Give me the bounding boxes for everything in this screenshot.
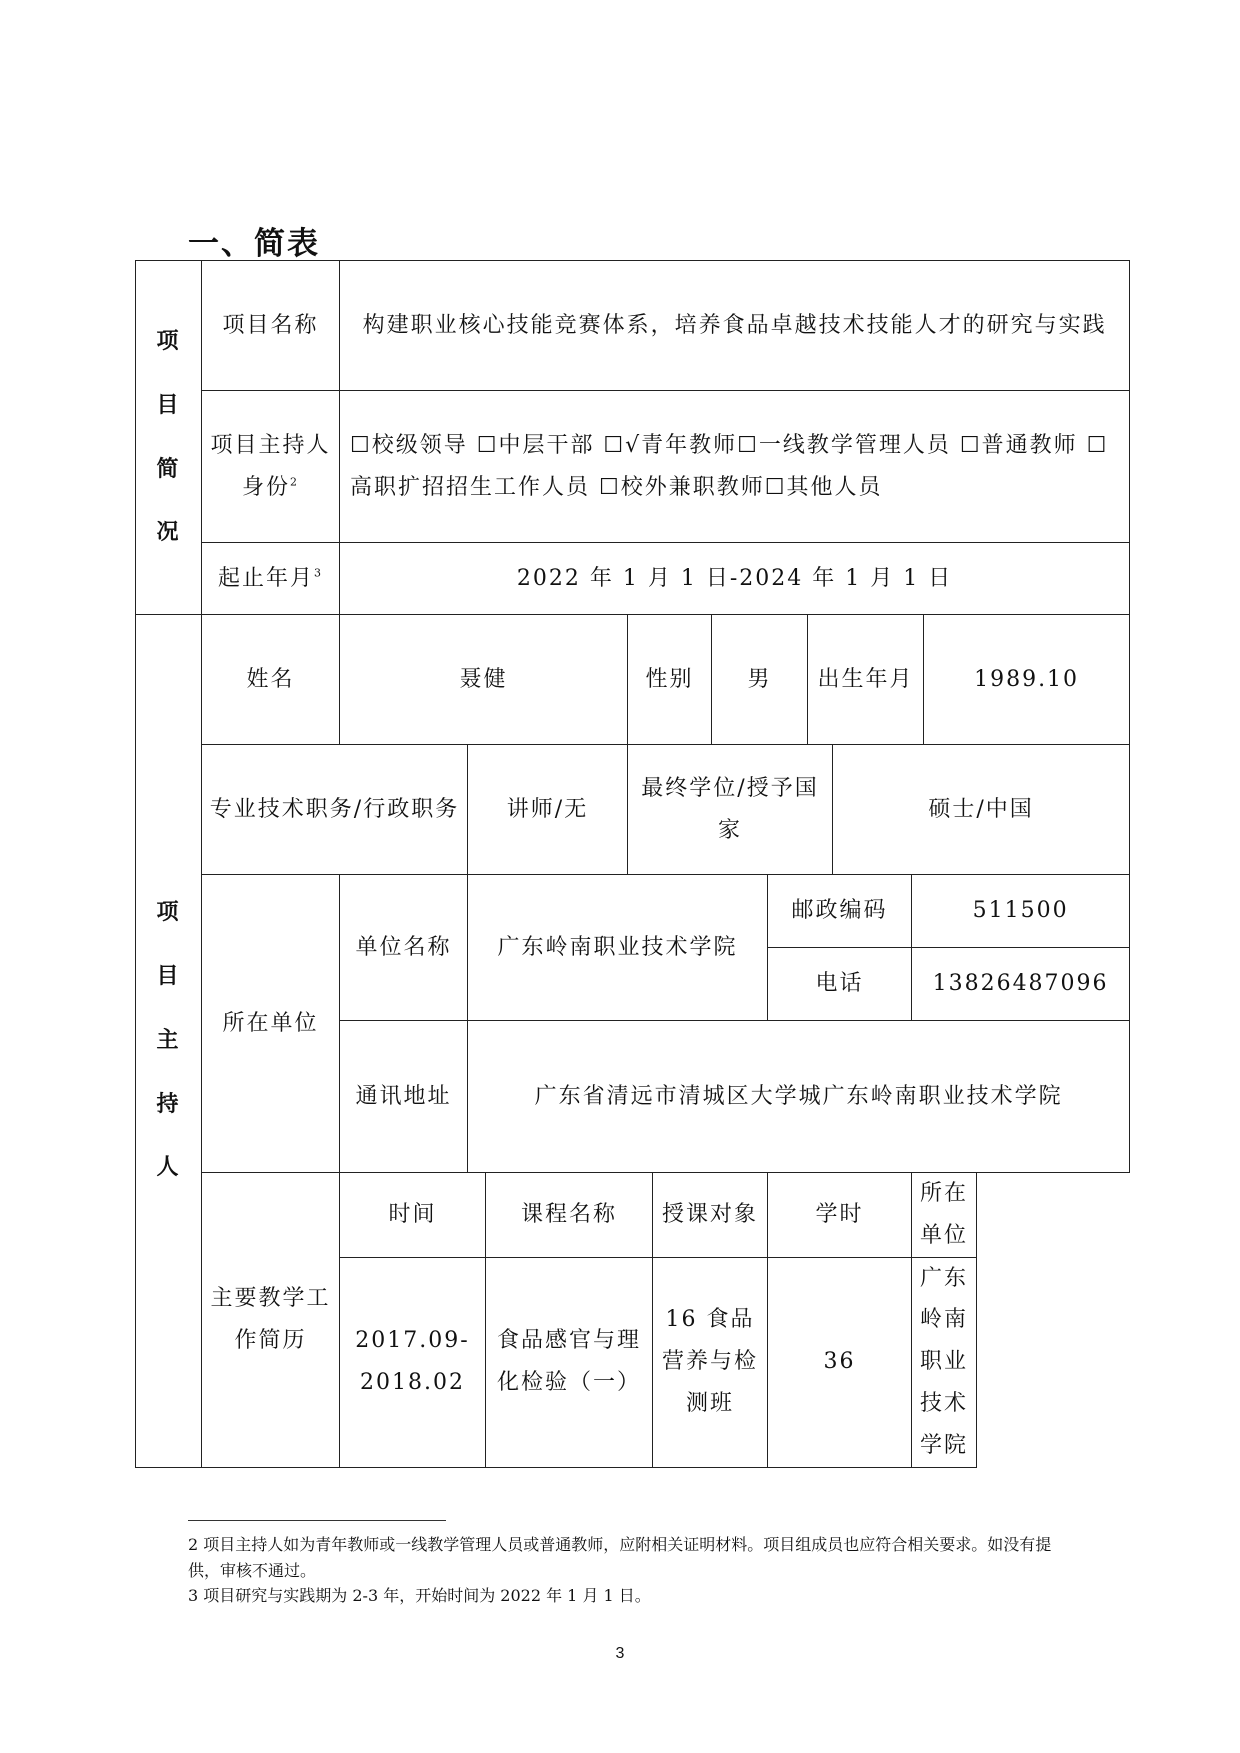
teaching-hours: 36 [768, 1257, 912, 1467]
footnote-2: 2 项目主持人如为青年教师或一线教学管理人员或普通教师，应附相关证明材料。项目组成员也应符合相关要求。如没有提供，审核不通过。 [188, 1535, 1052, 1580]
footnote-3: 3 项目研究与实践期为 2-3 年，开始时间为 2022 年 1 月 1 日。 [188, 1586, 651, 1606]
birth-label: 出生年月 [808, 615, 924, 745]
degree-label: 最终学位/授予国家 [628, 745, 833, 875]
project-name-value: 构建职业核心技能竞赛体系，培养食品卓越技术技能人才的研究与实践 [340, 261, 1130, 391]
gender-value: 男 [712, 615, 808, 745]
teaching-course: 食品感官与理化检验（一） [486, 1257, 653, 1467]
unit-group-label: 所在单位 [202, 875, 340, 1173]
unit-name-label: 单位名称 [340, 875, 468, 1021]
phone-value: 13826487096 [912, 948, 1130, 1021]
name-label: 姓名 [202, 615, 340, 745]
name-value: 聂健 [340, 615, 628, 745]
teaching-header-unit: 所在单位 [912, 1173, 977, 1258]
unit-name-value: 广东岭南职业技术学院 [468, 875, 768, 1021]
teaching-unit: 广东岭南职业技术学院 [912, 1257, 977, 1467]
teaching-header-time: 时间 [340, 1173, 486, 1258]
teaching-time: 2017.09-2018.02 [340, 1257, 486, 1467]
birth-value: 1989.10 [924, 615, 1130, 745]
section-label-project-overview: 项 目 简 况 [136, 261, 202, 615]
section-heading: 一、简表 [188, 226, 320, 262]
footnotes [188, 1532, 1068, 1609]
gender-label: 性别 [628, 615, 712, 745]
teaching-header-audience: 授课对象 [653, 1173, 768, 1258]
page-number: 3 [615, 1645, 625, 1662]
teaching-header-course: 课程名称 [486, 1173, 653, 1258]
teaching-audience: 16 食品营养与检测班 [653, 1257, 768, 1467]
teaching-header-hours: 学时 [768, 1173, 912, 1258]
address-value: 广东省清远市清城区大学城广东岭南职业技术学院 [468, 1021, 1130, 1173]
host-identity-label: 项目主持人身份$^2$ [202, 391, 340, 543]
teaching-history-label: 主要教学工作简历 [202, 1173, 340, 1468]
summary-form-table [135, 260, 1130, 1468]
postcode-label: 邮政编码 [768, 875, 912, 948]
degree-value: 硕士/中国 [833, 745, 1130, 875]
phone-label: 电话 [768, 948, 912, 1021]
footnote-divider [188, 1520, 446, 1521]
period-value: 2022 年 1 月 1 日-2024 年 1 月 1 日 [340, 543, 1130, 615]
address-label: 通讯地址 [340, 1021, 468, 1173]
section-label-project-host: 项 目 主 持 人 [136, 615, 202, 1468]
host-identity-options: ☐校级领导 ☐中层干部 ☐√青年教师☐一线教学管理人员 ☐普通教师 ☐高职扩招招生工作人员 ☐校外兼职教师☐其他人员 [340, 391, 1130, 543]
project-name-label: 项目名称 [202, 261, 340, 391]
postcode-value: 511500 [912, 875, 1130, 948]
title-label: 专业技术职务/行政职务 [202, 745, 468, 875]
period-label: 起止年月$^3$ [202, 543, 340, 615]
title-value: 讲师/无 [468, 745, 628, 875]
